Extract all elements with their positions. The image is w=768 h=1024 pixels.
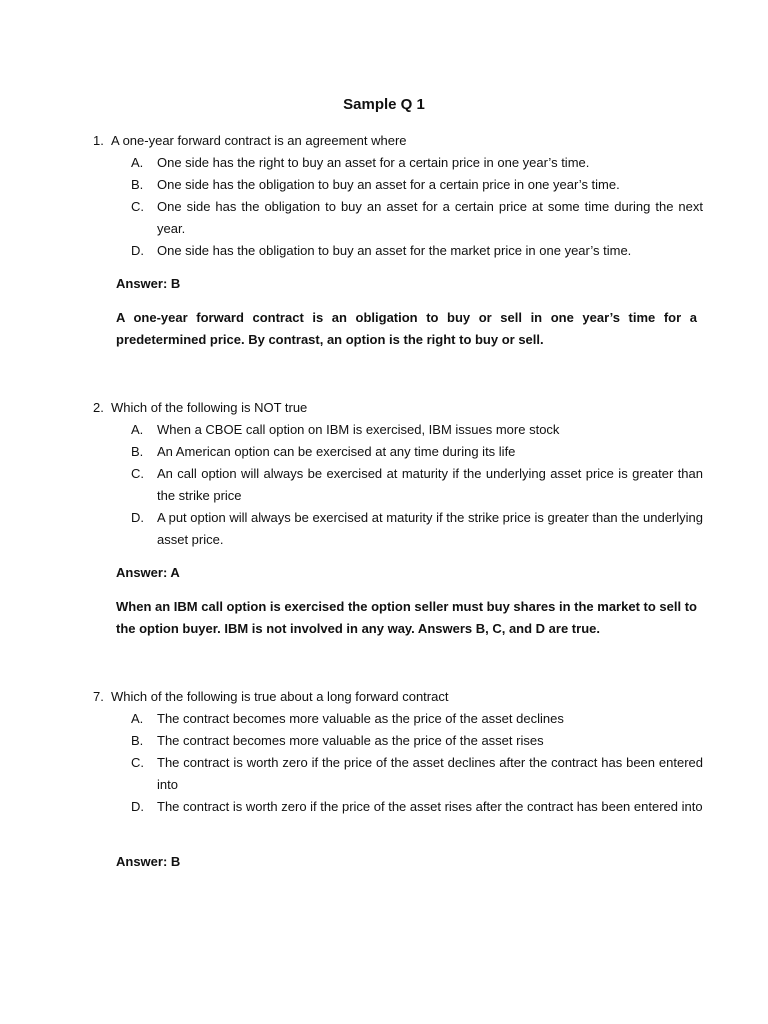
answer-2: Answer: A <box>116 565 180 580</box>
question-number: 1. <box>93 133 104 148</box>
option-letter: D. <box>131 799 144 814</box>
option-letter: C. <box>131 199 144 214</box>
option-text: The contract is worth zero if the price of the asset rises after the contract has been entered into <box>157 799 703 814</box>
question-stem <box>93 397 703 419</box>
option-letter: B. <box>131 733 144 748</box>
options-list <box>131 152 703 262</box>
option-text: When a CBOE call option on IBM is exercised, IBM issues more stock <box>157 422 560 437</box>
question-text: Which of the following is true about a long forward contract <box>111 689 449 704</box>
option-letter: C. <box>131 466 144 481</box>
explanation-1: A one-year forward contract is an obligation to buy or sell in one year’s time for a predetermined price. By contrast, an option is the right to buy or sell. <box>116 310 697 347</box>
option-a <box>131 708 703 730</box>
option-letter: D. <box>131 510 144 525</box>
page-title: Sample Q 1 <box>343 96 425 113</box>
question-1 <box>93 130 703 262</box>
option-letter: D. <box>131 243 144 258</box>
option-text: An American option can be exercised at any time during its life <box>157 444 516 459</box>
answer-1: Answer: B <box>116 276 181 291</box>
option-d <box>131 796 703 818</box>
option-a <box>131 419 703 441</box>
option-letter: C. <box>131 755 144 770</box>
option-b <box>131 730 703 752</box>
option-b <box>131 441 703 463</box>
question-number: 7. <box>93 689 104 704</box>
question-7 <box>93 686 703 818</box>
option-letter: A. <box>131 711 144 726</box>
question-text: Which of the following is NOT true <box>111 400 308 415</box>
option-b <box>131 174 703 196</box>
option-text: The contract becomes more valuable as the price of the asset declines <box>157 711 564 726</box>
option-text: The contract is worth zero if the price of the asset declines after the contract has been entered into <box>157 755 703 792</box>
option-text: One side has the obligation to buy an asset for the market price in one year’s time. <box>157 243 632 258</box>
question-stem <box>93 686 703 708</box>
option-letter: A. <box>131 155 144 170</box>
option-c <box>131 752 703 796</box>
option-text: The contract becomes more valuable as the price of the asset rises <box>157 733 544 748</box>
answer-7: Answer: B <box>116 854 181 869</box>
option-text: One side has the obligation to buy an asset for a certain price at some time during the next year. <box>157 199 703 236</box>
option-a <box>131 152 703 174</box>
option-c <box>131 463 703 507</box>
options-list <box>131 419 703 551</box>
options-list <box>131 708 703 818</box>
option-d <box>131 507 703 551</box>
option-letter: B. <box>131 177 144 192</box>
option-text: One side has the obligation to buy an asset for a certain price in one year’s time. <box>157 177 620 192</box>
option-d <box>131 240 703 262</box>
question-number: 2. <box>93 400 104 415</box>
option-text: A put option will always be exercised at maturity if the strike price is greater than the underlying asset price. <box>157 510 703 547</box>
option-letter: A. <box>131 422 144 437</box>
question-2 <box>93 397 703 551</box>
explanation-2: When an IBM call option is exercised the option seller must buy shares in the market to sell to the option buyer. IBM is not involved in any way. Answers B, C, and D are true. <box>116 599 697 636</box>
question-text: A one-year forward contract is an agreement where <box>111 133 407 148</box>
question-stem <box>93 130 703 152</box>
option-letter: B. <box>131 444 144 459</box>
option-text: An call option will always be exercised at maturity if the underlying asset price is greater than the strike price <box>157 466 703 503</box>
option-c <box>131 196 703 240</box>
option-text: One side has the right to buy an asset for a certain price in one year’s time. <box>157 155 590 170</box>
